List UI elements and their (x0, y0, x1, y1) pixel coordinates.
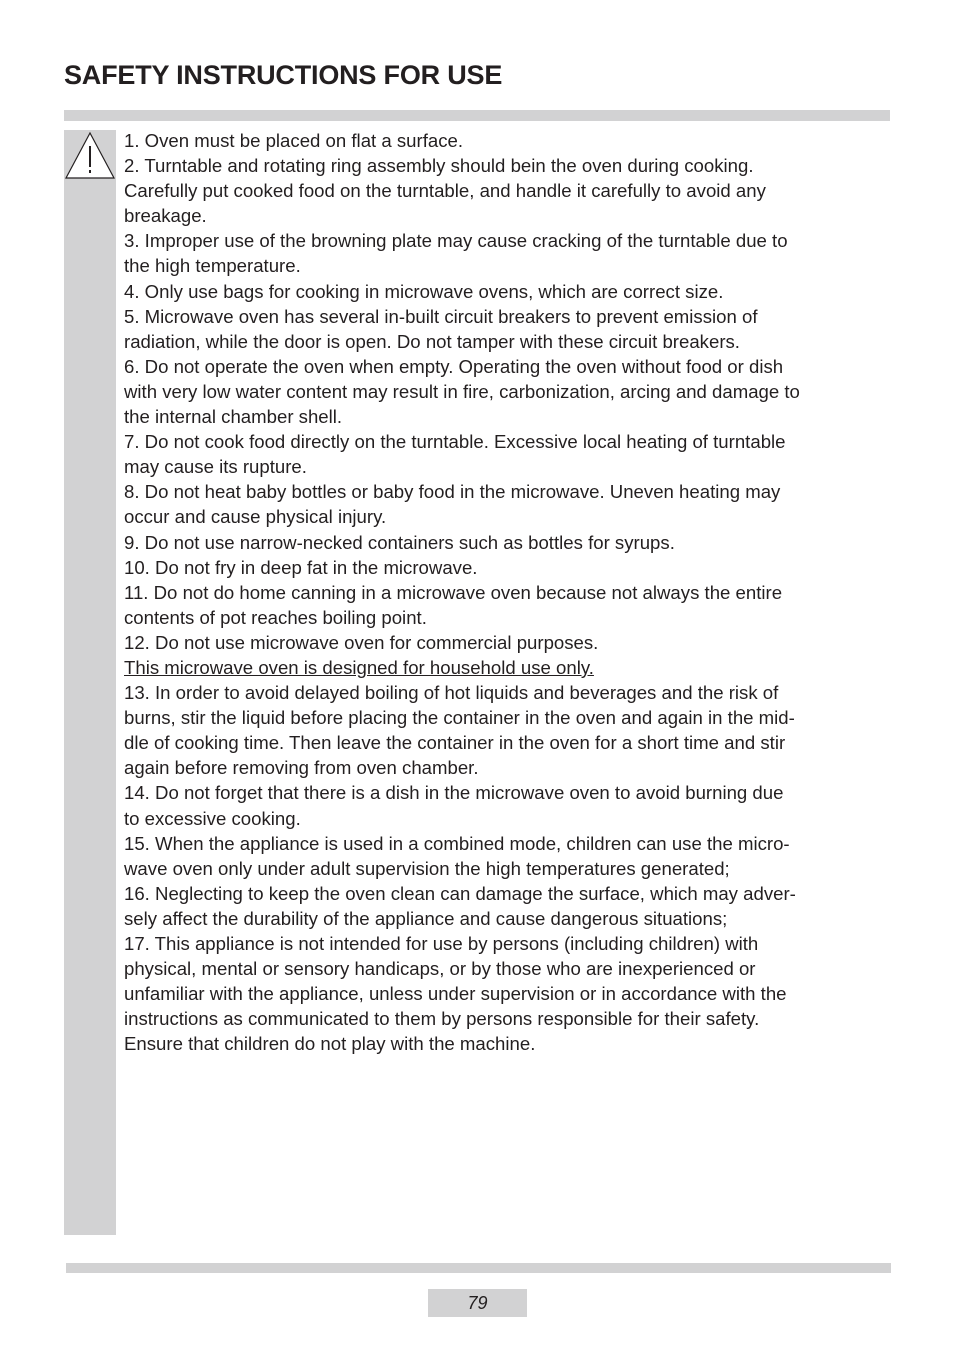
instruction-line: may cause its rupture. (124, 456, 307, 478)
instruction-line: 5. Microwave oven has several in-built circuit breakers to prevent emission of (124, 305, 758, 327)
instruction-line: 14. Do not forget that there is a dish in the microwave oven to avoid burning due (124, 782, 784, 804)
household-use-note: This microwave oven is designed for household use only. (124, 656, 594, 678)
top-divider (64, 110, 890, 121)
instruction-line: dle of cooking time. Then leave the container in the oven for a short time and stir (124, 732, 786, 754)
instruction-line: 16. Neglecting to keep the oven clean can damage the surface, which may adver- (124, 882, 796, 904)
instruction-line: 1. Oven must be placed on flat a surface. (124, 130, 464, 151)
instruction-line: 2. Turntable and rotating ring assembly should bein the oven during cooking. (124, 155, 754, 177)
instruction-line: physical, mental or sensory handicaps, or by those who are inexperienced or (124, 958, 756, 980)
instruction-line: with very low water content may result in fire, carbonization, arcing and damage to (124, 380, 800, 402)
instruction-line: Carefully put cooked food on the turntable, and handle it carefully to avoid any (124, 180, 766, 202)
instruction-line: the high temperature. (124, 255, 301, 277)
instruction-line: sely affect the durability of the appliance and cause dangerous situations; (124, 907, 728, 929)
instruction-line: 3. Improper use of the browning plate may cause cracking of the turntable due to (124, 230, 788, 252)
instruction-line: 9. Do not use narrow-necked containers such as bottles for syrups. (124, 531, 675, 553)
instruction-line: 13. In order to avoid delayed boiling of hot liquids and beverages and the risk of (124, 682, 779, 704)
instruction-line: unfamiliar with the appliance, unless under supervision or in accordance with the (124, 983, 787, 1005)
warning-sidebar (64, 130, 116, 1235)
instruction-line: to excessive cooking. (124, 807, 301, 829)
page-number: 79 (428, 1289, 527, 1317)
bottom-divider (66, 1263, 891, 1273)
instruction-line: 17. This appliance is not intended for use by persons (including children) with (124, 933, 759, 954)
instruction-line: 15. When the appliance is used in a combined mode, children can use the micro- (124, 832, 790, 854)
instruction-line: contents of pot reaches boiling point. (124, 606, 427, 628)
page-title: SAFETY INSTRUCTIONS FOR USE (64, 60, 503, 90)
warning-triangle-icon (64, 130, 116, 180)
instruction-line: 6. Do not operate the oven when empty. Operating the oven without food or dish (124, 355, 784, 377)
instruction-line: radiation, while the door is open. Do not tamper with these circuit breakers. (124, 330, 740, 352)
instruction-line: breakage. (124, 205, 207, 227)
instruction-line: occur and cause physical injury. (124, 506, 387, 528)
instruction-line: 8. Do not heat baby bottles or baby food in the microwave. Uneven heating may (124, 481, 781, 503)
instruction-line: 10. Do not fry in deep fat in the microwave. (124, 556, 478, 578)
instruction-line: wave oven only under adult supervision the high temperatures generated; (124, 857, 730, 879)
safety-instructions-list (124, 128, 894, 1056)
instruction-line: the internal chamber shell. (124, 406, 343, 428)
instruction-line: 12. Do not use microwave oven for commercial purposes. (124, 631, 599, 653)
instruction-line: again before removing from oven chamber. (124, 757, 479, 779)
instruction-line: 11. Do not do home canning in a microwave oven because not always the entire (124, 581, 783, 603)
instruction-line: Ensure that children do not play with the machine. (124, 1033, 536, 1055)
instruction-line: 4. Only use bags for cooking in microwave ovens, which are correct size. (124, 280, 724, 302)
instruction-line: 7. Do not cook food directly on the turntable. Excessive local heating of turntable (124, 431, 786, 453)
instruction-line: instructions as communicated to them by persons responsible for their safety. (124, 1008, 760, 1030)
instruction-line: burns, stir the liquid before placing the container in the oven and again in the mid- (124, 707, 795, 729)
